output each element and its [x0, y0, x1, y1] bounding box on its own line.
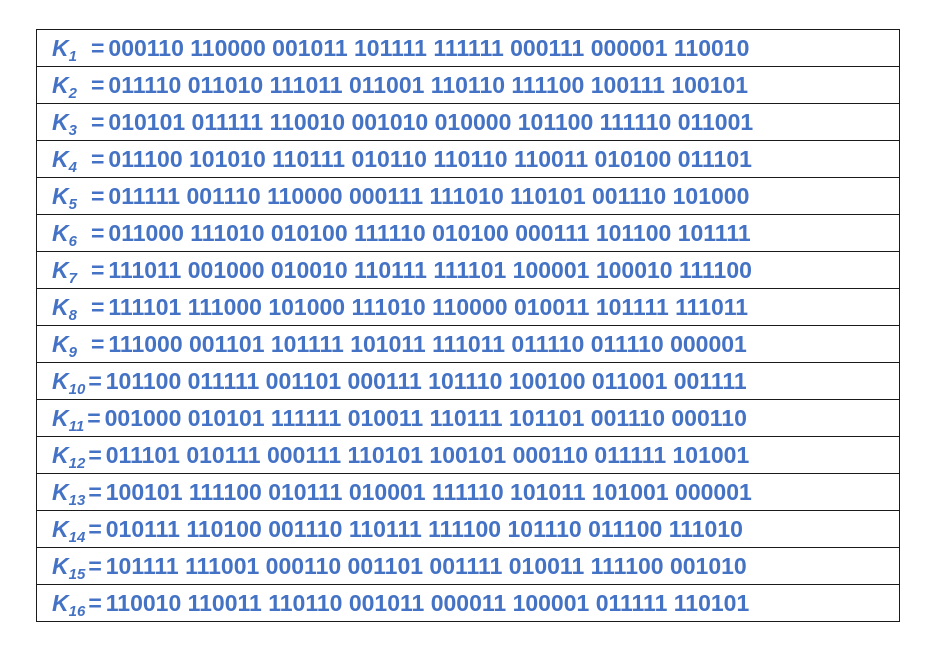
- subkey-row: [37, 104, 900, 141]
- subkey-label: K: [52, 220, 69, 246]
- subkey-bits: 011101 010111 000111 110101 100101 000110 011111 101001: [105, 442, 750, 468]
- subkey-bits: 100101 111100 010111 010001 111110 101011 101001 000001: [105, 479, 752, 505]
- subkey-row: [37, 30, 900, 67]
- subkey-label: K: [52, 331, 69, 357]
- subkey-index: 6: [68, 233, 77, 250]
- subkey-bits: 010101 011111 110010 001010 010000 101100 111110 011001: [108, 109, 754, 135]
- subkey-label: K: [52, 553, 69, 579]
- subkey-cell: [37, 400, 900, 437]
- subkey-index: 9: [68, 344, 77, 361]
- subkey-label: K: [52, 368, 69, 394]
- subkey-row: [37, 474, 900, 511]
- subkey-index: 10: [68, 381, 86, 398]
- subkey-cell: [37, 548, 900, 585]
- subkey-index: 16: [68, 603, 86, 620]
- subkey-equals-sign: =: [88, 442, 102, 468]
- subkey-equals-sign: =: [90, 257, 105, 283]
- subkey-bits: 101100 011111 001101 000111 101110 100100 011001 001111: [105, 368, 747, 394]
- subkey-cell: [37, 30, 900, 67]
- subkey-equals-sign: =: [90, 331, 105, 357]
- subkey-bits: 101111 111001 000110 001101 001111 010011 111100 001010: [105, 553, 747, 579]
- subkey-bits: 111101 111000 101000 111010 110000 010011 101111 111011: [108, 294, 749, 320]
- subkey-label: K: [52, 442, 69, 468]
- subkey-label: K: [52, 590, 69, 616]
- subkey-index: 7: [68, 270, 77, 287]
- subkey-label: K: [52, 294, 69, 320]
- subkey-label: K: [52, 109, 69, 135]
- subkey-row: [37, 585, 900, 622]
- subkey-row: [37, 215, 900, 252]
- subkey-index: 1: [68, 48, 77, 65]
- subkey-label: K: [52, 516, 69, 542]
- subkey-cell: [37, 141, 900, 178]
- subkey-row: [37, 141, 900, 178]
- subkey-index: 8: [68, 307, 77, 324]
- subkey-row: [37, 178, 900, 215]
- subkey-index: 11: [68, 418, 85, 435]
- subkey-bits: 011111 001110 110000 000111 111010 110101 001110 101000: [108, 183, 750, 209]
- subkey-row: [37, 363, 900, 400]
- subkey-row: [37, 437, 900, 474]
- subkey-index: 13: [68, 492, 86, 509]
- subkey-bits: 011100 101010 110111 010110 110110 110011 010100 011101: [108, 146, 752, 172]
- subkey-equals-sign: =: [90, 294, 105, 320]
- subkey-row: [37, 400, 900, 437]
- subkey-label: K: [52, 35, 69, 61]
- subkey-row: [37, 67, 900, 104]
- subkey-cell: [37, 585, 900, 622]
- subkey-index: 5: [68, 196, 77, 213]
- subkey-equals-sign: =: [87, 405, 101, 431]
- subkey-equals-sign: =: [88, 516, 102, 542]
- subkey-index: 12: [68, 455, 86, 472]
- subkey-bits: 110010 110011 110110 001011 000011 100001 011111 110101: [105, 590, 750, 616]
- subkey-table: [36, 29, 900, 622]
- subkey-row: [37, 511, 900, 548]
- subkey-cell: [37, 511, 900, 548]
- subkey-label: K: [52, 72, 69, 98]
- subkey-equals-sign: =: [88, 553, 102, 579]
- subkey-label: K: [52, 405, 69, 431]
- subkey-equals-sign: =: [88, 479, 102, 505]
- subkey-equals-sign: =: [90, 220, 105, 246]
- subkey-row: [37, 252, 900, 289]
- subkey-bits: 111000 001101 101111 101011 111011 011110 011110 000001: [108, 331, 747, 357]
- subkey-index: 14: [68, 529, 86, 546]
- subkey-bits: 111011 001000 010010 110111 111101 100001 100010 111100: [108, 257, 752, 283]
- subkey-cell: [37, 326, 900, 363]
- subkey-equals-sign: =: [90, 72, 105, 98]
- subkey-bits: 000110 110000 001011 101111 111111 000111 000001 110010: [108, 35, 750, 61]
- subkey-row: [37, 289, 900, 326]
- subkey-label: K: [52, 479, 69, 505]
- subkey-equals-sign: =: [90, 183, 105, 209]
- subkey-cell: [37, 437, 900, 474]
- subkey-row: [37, 326, 900, 363]
- subkey-cell: [37, 104, 900, 141]
- subkey-cell: [37, 289, 900, 326]
- subkey-label: K: [52, 183, 69, 209]
- subkey-equals-sign: =: [88, 368, 102, 394]
- subkey-equals-sign: =: [88, 590, 102, 616]
- subkey-cell: [37, 67, 900, 104]
- subkey-bits: 011110 011010 111011 011001 110110 111100 100111 100101: [108, 72, 749, 98]
- subkey-cell: [37, 178, 900, 215]
- subkey-row: [37, 548, 900, 585]
- subkey-bits: 001000 010101 111111 010011 110111 101101 001110 000110: [104, 405, 747, 431]
- subkey-cell: [37, 252, 900, 289]
- subkey-cell: [37, 474, 900, 511]
- subkey-bits: 010111 110100 001110 110111 111100 101110 011100 111010: [105, 516, 743, 542]
- subkey-equals-sign: =: [90, 146, 105, 172]
- subkey-index: 4: [68, 159, 77, 176]
- subkey-index: 2: [68, 85, 77, 102]
- subkey-table-body: [37, 30, 900, 622]
- subkey-equals-sign: =: [90, 109, 105, 135]
- subkey-index: 15: [68, 566, 86, 583]
- subkey-cell: [37, 363, 900, 400]
- subkey-equals-sign: =: [90, 35, 105, 61]
- subkey-label: K: [52, 146, 69, 172]
- subkey-cell: [37, 215, 900, 252]
- subkey-index: 3: [68, 122, 77, 139]
- subkey-label: K: [52, 257, 69, 283]
- subkey-bits: 011000 111010 010100 111110 010100 000111 101100 101111: [108, 220, 751, 246]
